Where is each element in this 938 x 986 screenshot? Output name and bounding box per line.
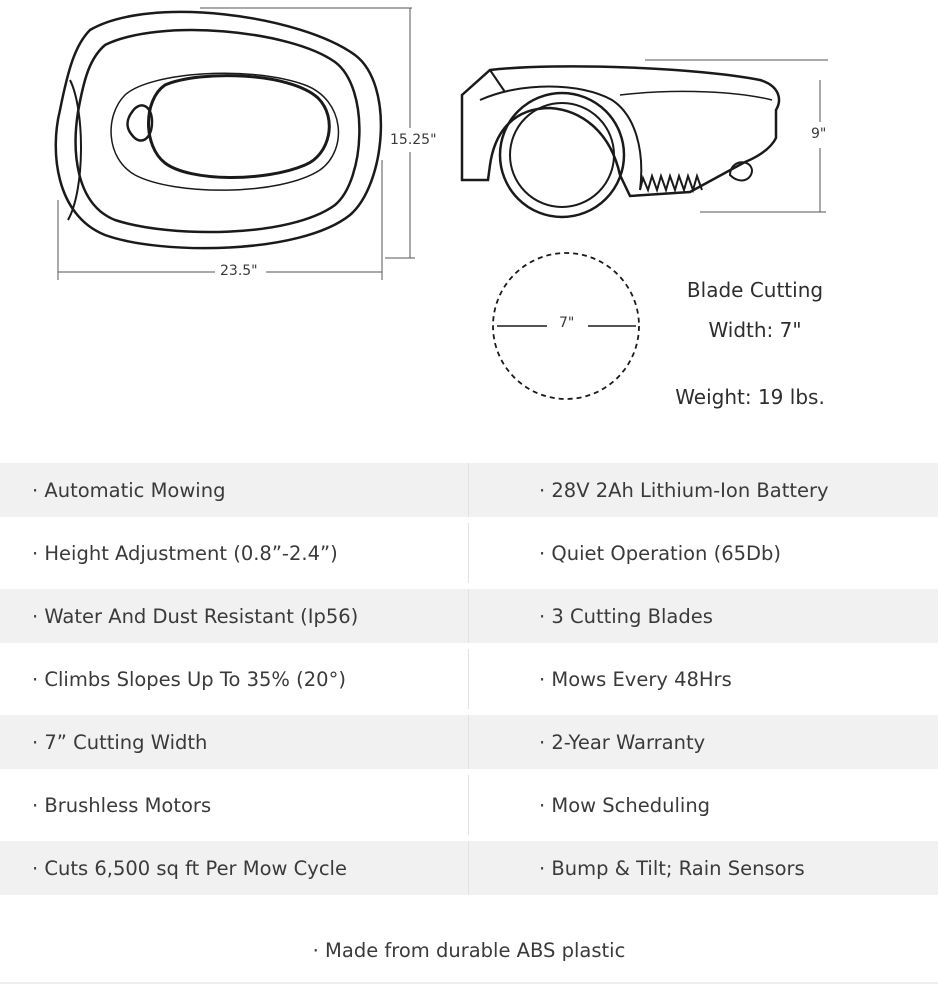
feature-left: · Height Adjustment (0.8”-2.4”): [0, 523, 469, 583]
feature-right: · Quiet Operation (65Db): [539, 541, 782, 565]
feature-left: · 7” Cutting Width: [0, 715, 469, 769]
side-height-label: 9": [811, 126, 827, 142]
top-width-label: 23.5": [220, 263, 258, 279]
top-height-label: 15.25": [390, 132, 437, 148]
top-view-dimension-lines: [58, 8, 415, 280]
feature-right: · 3 Cutting Blades: [539, 604, 713, 628]
feature-left: · Brushless Motors: [0, 775, 469, 835]
feature-right: · Bump & Tilt; Rain Sensors: [539, 856, 805, 880]
footer-note: · Made from durable ABS plastic: [312, 938, 626, 962]
feature-right: · 2-Year Warranty: [539, 730, 706, 754]
feature-left: · Climbs Slopes Up To 35% (20°): [0, 649, 469, 709]
blade-diameter-label: 7": [559, 315, 575, 331]
blade-cutting-line1: Blade Cutting: [686, 278, 824, 302]
weight-text: Weight: 19 lbs.: [675, 385, 825, 409]
dimension-diagram: [0, 0, 938, 460]
footer-divider: [0, 982, 938, 984]
feature-right: · Mow Scheduling: [539, 793, 711, 817]
features-table: [0, 463, 938, 901]
table-row: [0, 523, 938, 583]
table-row: [0, 841, 938, 895]
feature-right: · 28V 2Ah Lithium-Ion Battery: [539, 478, 829, 502]
table-row: [0, 715, 938, 769]
feature-right: · Mows Every 48Hrs: [539, 667, 732, 691]
feature-left: · Cuts 6,500 sq ft Per Mow Cycle: [0, 841, 469, 895]
blade-cutting-width: [660, 270, 850, 350]
side-view-dimension-lines: [645, 60, 828, 212]
table-row: [0, 589, 938, 643]
feature-left: · Water And Dust Resistant (Ip56): [0, 589, 469, 643]
blade-cutting-line2: Width: 7": [708, 318, 802, 342]
table-row: [0, 463, 938, 517]
feature-left: · Automatic Mowing: [0, 463, 469, 517]
top-view-drawing: [56, 12, 381, 248]
table-row: [0, 649, 938, 709]
side-view-drawing: [462, 66, 779, 217]
table-row: [0, 775, 938, 835]
